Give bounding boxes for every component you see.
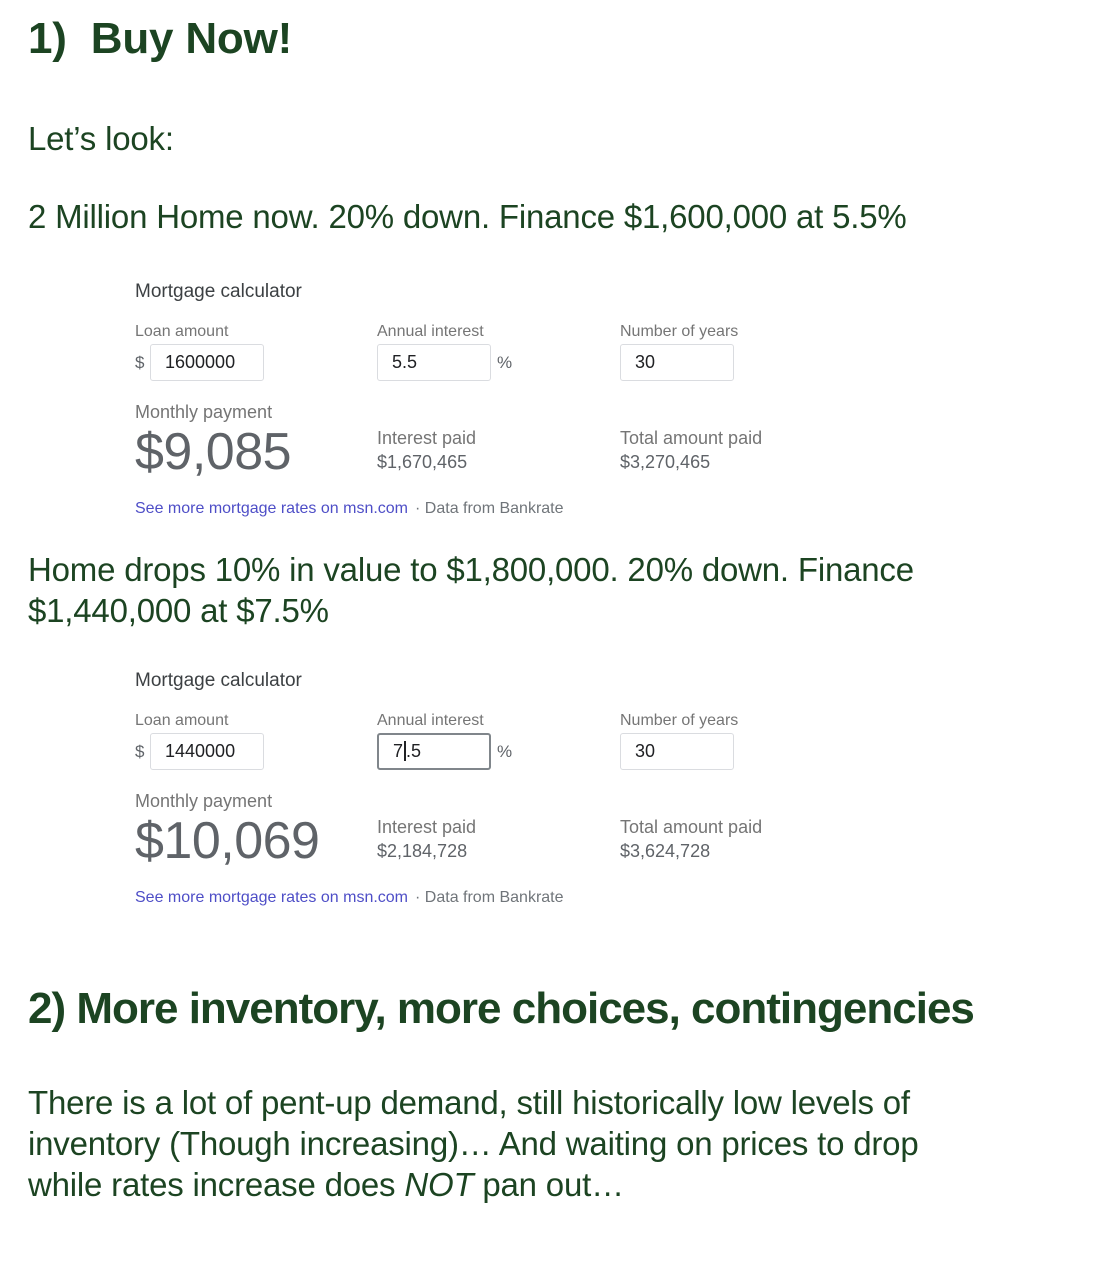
loan-amount-label: Loan amount	[135, 712, 229, 729]
interest-paid-label: Interest paid	[377, 428, 477, 448]
scenario2-line1: Home drops 10% in value to $1,800,000. 20% down. Finance	[28, 551, 914, 588]
calculator-title: Mortgage calculator	[135, 670, 302, 691]
dollar-prefix: $	[135, 353, 145, 372]
dollar-prefix: $	[135, 742, 145, 761]
annual-interest-input[interactable]	[377, 344, 491, 381]
monthly-payment-value: $10,069	[135, 812, 320, 870]
monthly-payment-label: Monthly payment	[135, 402, 273, 422]
msn-rates-link[interactable]: See more mortgage rates on msn.com	[135, 500, 409, 517]
msn-rates-link[interactable]: See more mortgage rates on msn.com	[135, 889, 409, 906]
loan-amount-label: Loan amount	[135, 323, 229, 340]
monthly-payment-label: Monthly payment	[135, 791, 273, 811]
paragraph-line3-pre: while rates increase does	[28, 1166, 405, 1203]
rates-link-row	[135, 889, 564, 907]
data-source-text: · Data from Bankrate	[415, 889, 564, 906]
annual-interest-input-focused[interactable]	[377, 733, 491, 770]
percent-suffix: %	[497, 742, 513, 761]
paragraph-not-emphasis: NOT	[404, 1166, 474, 1203]
total-amount-paid-label: Total amount paid	[620, 817, 763, 837]
annual-interest-label: Annual interest	[377, 712, 484, 729]
paragraph-line1: There is a lot of pent-up demand, still historically low levels of	[28, 1084, 910, 1121]
scenario2-line2: $1,440,000 at $7.5%	[28, 592, 329, 629]
number-of-years-label: Number of years	[620, 323, 739, 340]
interest-paid-label: Interest paid	[377, 817, 477, 837]
loan-amount-value: 1440000	[165, 741, 236, 761]
loan-amount-value: 1600000	[165, 352, 236, 372]
mortgage-calculator-2	[135, 670, 815, 915]
monthly-payment-value: $9,085	[135, 423, 292, 481]
total-amount-paid-value: $3,624,728	[620, 841, 711, 861]
data-source-text: · Data from Bankrate	[415, 500, 564, 517]
percent-suffix: %	[497, 353, 513, 372]
loan-amount-input[interactable]	[150, 344, 264, 381]
number-of-years-input[interactable]	[620, 344, 734, 381]
total-amount-paid-value: $3,270,465	[620, 452, 711, 472]
section2-heading: 2) More inventory, more choices, contingencies	[28, 984, 974, 1033]
mortgage-calculator-1	[135, 281, 815, 526]
scenario2-text	[28, 549, 914, 631]
number-of-years-label: Number of years	[620, 712, 739, 729]
number-of-years-input[interactable]	[620, 733, 734, 770]
paragraph-line3-post: pan out…	[473, 1166, 624, 1203]
section2-paragraph	[28, 1082, 919, 1205]
annual-interest-label: Annual interest	[377, 323, 484, 340]
total-amount-paid-label: Total amount paid	[620, 428, 763, 448]
calculator-title: Mortgage calculator	[135, 281, 302, 302]
scenario1-text: 2 Million Home now. 20% down. Finance $1,600,000 at 5.5%	[28, 198, 907, 235]
number-of-years-value: 30	[635, 352, 656, 372]
rates-link-row	[135, 500, 564, 518]
annual-interest-value-post: .5	[406, 741, 422, 761]
intro-text: Let’s look:	[28, 120, 174, 157]
section1-heading: 1) Buy Now!	[28, 14, 293, 63]
interest-paid-value: $1,670,465	[377, 452, 468, 472]
loan-amount-input[interactable]	[150, 733, 264, 770]
annual-interest-value: 5.5	[392, 352, 418, 372]
number-of-years-value: 30	[635, 741, 656, 761]
paragraph-line3	[28, 1164, 919, 1205]
paragraph-line2: inventory (Though increasing)… And waiting on prices to drop	[28, 1125, 919, 1162]
annual-interest-value-pre: 7	[393, 741, 404, 761]
interest-paid-value: $2,184,728	[377, 841, 468, 861]
